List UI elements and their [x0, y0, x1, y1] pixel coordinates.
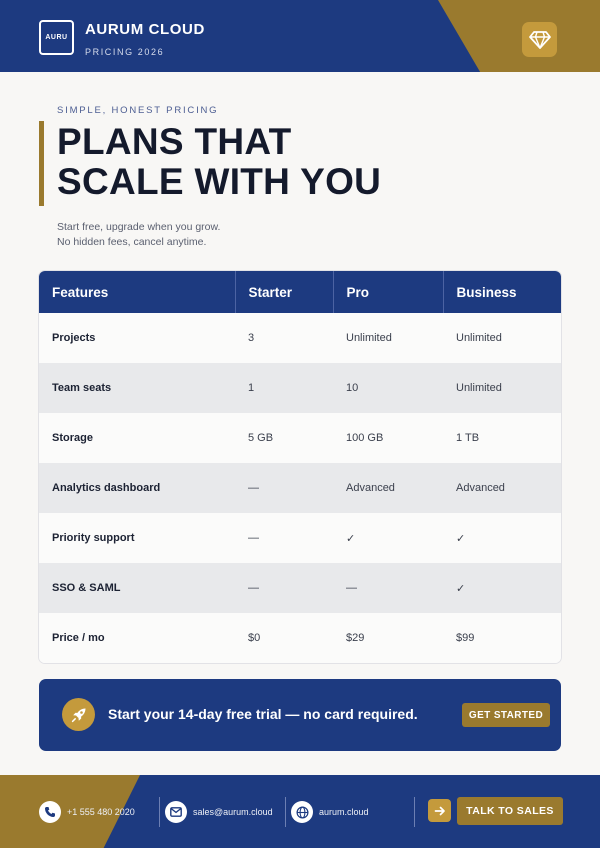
arrow-right-icon	[428, 799, 451, 822]
hero-eyebrow: SIMPLE, HONEST PRICING	[57, 105, 219, 116]
description-line-2: No hidden fees, cancel anytime.	[57, 236, 207, 248]
footer-divider	[159, 797, 160, 827]
pro-cell: $29	[333, 613, 443, 663]
starter-cell: —	[235, 463, 333, 513]
trial-text: Start your 14-day free trial — no card required.	[108, 706, 418, 722]
hero-description	[57, 220, 220, 250]
email-address: sales@aurum.cloud	[193, 807, 273, 817]
column-header-business: Business	[443, 271, 561, 313]
table-row	[39, 463, 561, 513]
footer-divider	[285, 797, 286, 827]
table-row	[39, 313, 561, 363]
pro-cell: 10	[333, 363, 443, 413]
header-gold-accent	[438, 0, 600, 72]
feature-cell: SSO & SAML	[39, 563, 235, 613]
business-cell: ✓	[443, 563, 561, 613]
mail-icon	[165, 801, 187, 823]
title-line-1: PLANS THAT	[57, 121, 292, 162]
pro-cell: Advanced	[333, 463, 443, 513]
globe-icon	[291, 801, 313, 823]
starter-cell: 3	[235, 313, 333, 363]
feature-cell: Price / mo	[39, 613, 235, 663]
business-cell: $99	[443, 613, 561, 663]
pro-cell: —	[333, 563, 443, 613]
brand-subtitle: PRICING 2026	[85, 47, 165, 57]
description-line-1: Start free, upgrade when you grow.	[57, 221, 221, 233]
page-title	[57, 122, 537, 202]
table-row	[39, 363, 561, 413]
column-header-features: Features	[39, 271, 235, 313]
table-row	[39, 613, 561, 663]
hero-accent-bar	[39, 121, 44, 206]
column-header-pro: Pro	[333, 271, 443, 313]
table-row	[39, 413, 561, 463]
feature-cell: Projects	[39, 313, 235, 363]
starter-cell: 1	[235, 363, 333, 413]
feature-cell: Team seats	[39, 363, 235, 413]
rocket-icon	[62, 698, 95, 731]
starter-cell: $0	[235, 613, 333, 663]
pricing-table	[39, 271, 561, 663]
logo	[39, 20, 74, 55]
business-cell: Advanced	[443, 463, 561, 513]
business-cell: Unlimited	[443, 313, 561, 363]
table-row	[39, 513, 561, 563]
business-cell: ✓	[443, 513, 561, 563]
phone-icon	[39, 801, 61, 823]
logo-text: AURU	[45, 34, 68, 41]
pro-cell: ✓	[333, 513, 443, 563]
brand-name: AURUM CLOUD	[85, 21, 205, 38]
table-row	[39, 563, 561, 613]
diamond-icon	[522, 22, 557, 57]
column-header-starter: Starter	[235, 271, 333, 313]
business-cell: Unlimited	[443, 363, 561, 413]
starter-cell: —	[235, 513, 333, 563]
title-line-2: SCALE WITH YOU	[57, 161, 382, 202]
table-header-row	[39, 271, 561, 313]
pro-cell: Unlimited	[333, 313, 443, 363]
trial-banner	[39, 679, 561, 751]
page-header	[0, 0, 600, 72]
pro-cell: 100 GB	[333, 413, 443, 463]
get-started-button[interactable]: GET STARTED	[462, 703, 550, 727]
phone-number: +1 555 480 2020	[67, 807, 135, 817]
feature-cell: Storage	[39, 413, 235, 463]
footer-divider	[414, 797, 415, 827]
starter-cell: —	[235, 563, 333, 613]
feature-cell: Priority support	[39, 513, 235, 563]
website-contact[interactable]	[291, 801, 369, 823]
feature-cell: Analytics dashboard	[39, 463, 235, 513]
talk-to-sales-button[interactable]: TALK TO SALES	[457, 797, 563, 825]
email-contact[interactable]	[165, 801, 273, 823]
phone-contact[interactable]	[39, 801, 135, 823]
starter-cell: 5 GB	[235, 413, 333, 463]
website-url: aurum.cloud	[319, 807, 369, 817]
business-cell: 1 TB	[443, 413, 561, 463]
